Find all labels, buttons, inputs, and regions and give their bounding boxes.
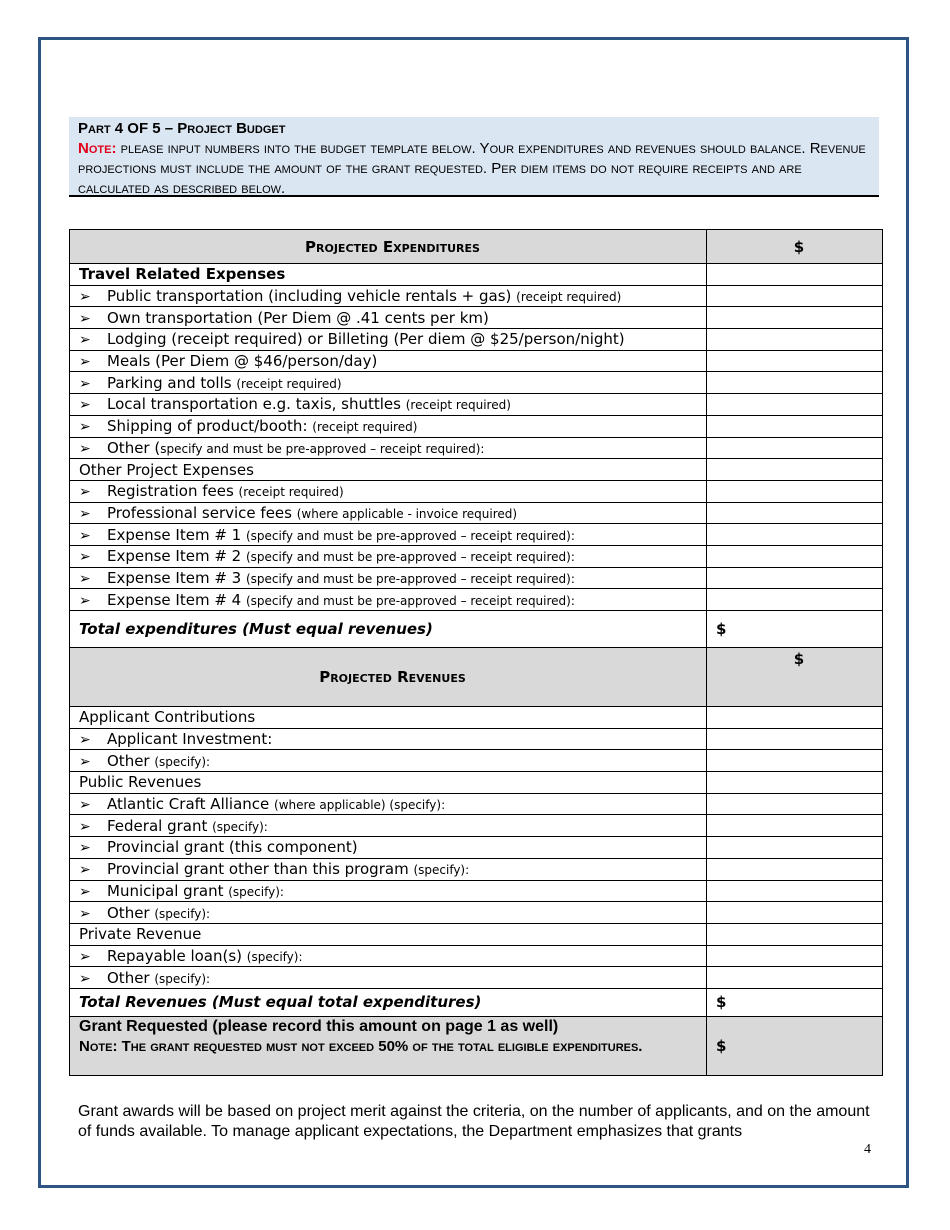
line-item-row <box>70 415 883 437</box>
line-item-note: (where applicable) (specify): <box>274 798 446 813</box>
line-item-text: Expense Item # 3 <box>107 568 246 587</box>
amount-cell[interactable] <box>707 437 883 459</box>
note-label: Note: <box>78 140 117 157</box>
line-item-text: Other <box>107 968 155 987</box>
arrow-bullet-icon: ➢ <box>79 397 91 414</box>
amount-cell[interactable] <box>707 967 883 989</box>
line-item-label <box>70 524 707 546</box>
arrow-bullet-icon: ➢ <box>79 592 91 609</box>
line-item-label <box>70 372 707 394</box>
line-item-row <box>70 285 883 307</box>
arrow-bullet-icon: ➢ <box>79 732 91 749</box>
line-item-text: Other <box>107 751 155 770</box>
amount-cell[interactable] <box>707 902 883 924</box>
line-item-row <box>70 372 883 394</box>
expenditures-currency-header: $ <box>707 230 883 264</box>
line-item-row <box>70 858 883 880</box>
amount-cell[interactable] <box>707 880 883 902</box>
total-expenditures-row-label: Total expenditures (Must equal revenues) <box>70 611 707 648</box>
line-item-note: (specify and must be pre-approved – receipt required): <box>245 528 575 543</box>
arrow-bullet-icon: ➢ <box>79 440 91 457</box>
amount-cell[interactable] <box>707 285 883 307</box>
line-item-note: (where applicable - invoice required) <box>296 506 518 521</box>
line-item-text: Federal grant <box>107 816 213 835</box>
line-item-note: (specify): <box>413 863 470 878</box>
line-item-text: Own transportation (Per Diem @ .41 cents per km) <box>107 308 489 327</box>
line-item-text: Municipal grant <box>107 881 229 900</box>
amount-cell[interactable] <box>707 480 883 502</box>
arrow-bullet-icon: ➢ <box>79 332 91 349</box>
line-item-text: Atlantic Craft Alliance <box>107 795 275 814</box>
arrow-bullet-icon: ➢ <box>79 527 91 544</box>
line-item-text: Other <box>107 903 155 922</box>
arrow-bullet-icon: ➢ <box>79 289 91 306</box>
amount-cell[interactable] <box>707 945 883 967</box>
line-item-row <box>70 750 883 772</box>
section-label: Private Revenue <box>70 923 707 945</box>
amount-cell[interactable] <box>707 772 883 794</box>
line-item-text: Expense Item # 2 <box>107 547 246 566</box>
total-revenues-row-label: Total Revenues (Must equal total expenditures) <box>70 988 707 1016</box>
line-item-text: Shipping of product/booth: <box>107 417 313 436</box>
part-title: Part 4 OF 5 – Project Budget <box>78 120 286 137</box>
line-item-row <box>70 480 883 502</box>
line-item-label <box>70 750 707 772</box>
line-item-row <box>70 815 883 837</box>
amount-cell[interactable] <box>707 589 883 611</box>
footer-paragraph: Grant awards will be based on project merit against the criteria, on the number of applicants, and on the amount of funds available. To manage applicant expectations, the Department emphasizes that grants <box>78 1103 870 1140</box>
line-item-note: (receipt required) <box>238 485 344 500</box>
line-item-row <box>70 589 883 611</box>
grant-title: Grant Requested (please record this amount on page 1 as well) <box>79 1017 559 1035</box>
line-item-text: Applicant Investment: <box>107 730 273 749</box>
arrow-bullet-icon: ➢ <box>79 354 91 371</box>
amount-cell[interactable] <box>707 524 883 546</box>
grant-note: Note: The grant requested must not exceed 50% of the total eligible expenditures. <box>79 1037 643 1055</box>
travel-section-label: Travel Related Expenses <box>70 264 707 286</box>
line-item-text: Other ( <box>107 438 161 457</box>
amount-cell[interactable] <box>707 372 883 394</box>
amount-cell[interactable] <box>707 815 883 837</box>
line-item-row <box>70 350 883 372</box>
line-item-note: (specify and must be pre-approved – receipt required): <box>245 550 575 565</box>
line-item-note: (specify): <box>154 754 211 769</box>
line-item-label <box>70 415 707 437</box>
line-item-row <box>70 437 883 459</box>
line-item-row <box>70 837 883 859</box>
line-item-note: (receipt required) <box>405 398 511 413</box>
line-item-text: Provincial grant other than this program <box>107 860 414 879</box>
arrow-bullet-icon: ➢ <box>79 883 91 900</box>
line-item-text: Parking and tolls <box>107 373 237 392</box>
line-item-note: (specify and must be pre-approved – receipt required): <box>245 571 575 586</box>
amount-cell[interactable] <box>707 459 883 481</box>
section-label: Public Revenues <box>70 772 707 794</box>
line-item-row <box>70 967 883 989</box>
arrow-bullet-icon: ➢ <box>79 549 91 566</box>
arrow-bullet-icon: ➢ <box>79 310 91 327</box>
line-item-label <box>70 329 707 351</box>
line-item-label <box>70 589 707 611</box>
line-item-label <box>70 285 707 307</box>
arrow-bullet-icon: ➢ <box>79 818 91 835</box>
revenues-currency-header: $ <box>707 648 883 707</box>
section-row <box>70 772 883 794</box>
amount-cell[interactable] <box>707 707 883 729</box>
line-item-text: Expense Item # 4 <box>107 590 246 609</box>
total-expenditures-row <box>70 611 883 648</box>
grant-requested-row <box>70 1016 883 1075</box>
amount-cell[interactable] <box>707 923 883 945</box>
line-item-text: Expense Item # 1 <box>107 525 246 544</box>
line-item-text: Registration fees <box>107 482 239 501</box>
line-item-note: (receipt required) <box>236 376 342 391</box>
line-item-note: (specify): <box>212 819 268 834</box>
line-item-row <box>70 394 883 416</box>
arrow-bullet-icon: ➢ <box>79 505 91 522</box>
arrow-bullet-icon: ➢ <box>79 375 91 392</box>
line-item-label <box>70 437 707 459</box>
line-item-row <box>70 502 883 524</box>
page-number: 4 <box>864 1142 871 1157</box>
line-item-label <box>70 350 707 372</box>
revenues-header-row <box>70 648 883 707</box>
line-item-label <box>70 502 707 524</box>
grant-requested-label <box>70 1016 707 1075</box>
arrow-bullet-icon: ➢ <box>79 970 91 987</box>
amount-cell[interactable] <box>707 350 883 372</box>
line-item-label <box>70 858 707 880</box>
arrow-bullet-icon: ➢ <box>79 862 91 879</box>
line-item-label <box>70 793 707 815</box>
line-item-row <box>70 728 883 750</box>
revenues-header: Projected Revenues <box>70 648 707 707</box>
section-label: Other Project Expenses <box>70 459 707 481</box>
line-item-note: (specify): <box>154 906 211 921</box>
line-item-label <box>70 837 707 859</box>
line-item-label <box>70 567 707 589</box>
line-item-row <box>70 880 883 902</box>
budget-table <box>69 229 883 1076</box>
section-row <box>70 707 883 729</box>
amount-cell[interactable] <box>707 837 883 859</box>
amount-cell[interactable] <box>707 545 883 567</box>
amount-cell[interactable] <box>707 415 883 437</box>
section-label: Applicant Contributions <box>70 707 707 729</box>
line-item-text: Meals (Per Diem @ $46/person/day) <box>107 352 378 371</box>
amount-cell[interactable] <box>707 264 883 286</box>
amount-cell[interactable] <box>707 858 883 880</box>
grant-requested-amount[interactable]: $ <box>707 1016 883 1075</box>
amount-cell[interactable] <box>707 793 883 815</box>
line-item-label <box>70 967 707 989</box>
line-item-text: Public transportation (including vehicle rentals + gas) <box>107 287 517 306</box>
line-item-row <box>70 524 883 546</box>
arrow-bullet-icon: ➢ <box>79 905 91 922</box>
amount-cell[interactable] <box>707 502 883 524</box>
line-item-row <box>70 545 883 567</box>
line-item-label <box>70 815 707 837</box>
line-item-text: Provincial grant (this component) <box>107 838 358 857</box>
line-item-text: Professional service fees <box>107 503 297 522</box>
line-item-note: (receipt required) <box>312 420 418 435</box>
section-row <box>70 459 883 481</box>
total-expenditures-row-amount[interactable]: $ <box>707 611 883 648</box>
amount-cell[interactable] <box>707 307 883 329</box>
line-item-label <box>70 728 707 750</box>
line-item-label <box>70 902 707 924</box>
amount-cell[interactable] <box>707 750 883 772</box>
arrow-bullet-icon: ➢ <box>79 570 91 587</box>
part-header <box>69 117 879 197</box>
amount-cell[interactable] <box>707 567 883 589</box>
line-item-label <box>70 880 707 902</box>
line-item-row <box>70 945 883 967</box>
line-item-row <box>70 307 883 329</box>
line-item-note: specify and must be pre-approved – receipt required): <box>160 441 485 456</box>
line-item-label <box>70 945 707 967</box>
line-item-row <box>70 793 883 815</box>
budget-note <box>78 139 870 199</box>
line-item-text: Lodging (receipt required) or Billeting (Per diem @ $25/person/night) <box>107 330 625 349</box>
amount-cell[interactable] <box>707 728 883 750</box>
arrow-bullet-icon: ➢ <box>79 840 91 857</box>
arrow-bullet-icon: ➢ <box>79 797 91 814</box>
line-item-note: (specify): <box>154 971 211 986</box>
expenditures-header: Projected Expenditures <box>70 230 707 264</box>
section-row <box>70 923 883 945</box>
arrow-bullet-icon: ➢ <box>79 948 91 965</box>
total-revenues-row <box>70 988 883 1016</box>
line-item-note: (receipt required) <box>516 290 622 305</box>
line-item-note: (specify and must be pre-approved – receipt required): <box>245 593 575 608</box>
note-text: please input numbers into the budget template below. Your expenditures and revenues should balance. Revenue projections must include the amount of the grant requested. Per diem items do not require receipts and are calculated as described below. <box>78 140 866 197</box>
arrow-bullet-icon: ➢ <box>79 419 91 436</box>
total-revenues-row-amount[interactable]: $ <box>707 988 883 1016</box>
line-item-row <box>70 329 883 351</box>
line-item-label <box>70 394 707 416</box>
expenditures-header-row <box>70 230 883 264</box>
line-item-row <box>70 902 883 924</box>
amount-cell[interactable] <box>707 329 883 351</box>
line-item-row <box>70 567 883 589</box>
amount-cell[interactable] <box>707 394 883 416</box>
line-item-label <box>70 307 707 329</box>
line-item-note: (specify): <box>246 949 303 964</box>
line-item-note: (specify): <box>228 884 284 899</box>
line-item-text: Local transportation e.g. taxis, shuttles <box>107 395 406 414</box>
section-row <box>70 264 883 286</box>
line-item-label <box>70 480 707 502</box>
line-item-label <box>70 545 707 567</box>
arrow-bullet-icon: ➢ <box>79 484 91 501</box>
arrow-bullet-icon: ➢ <box>79 753 91 770</box>
line-item-text: Repayable loan(s) <box>107 946 247 965</box>
